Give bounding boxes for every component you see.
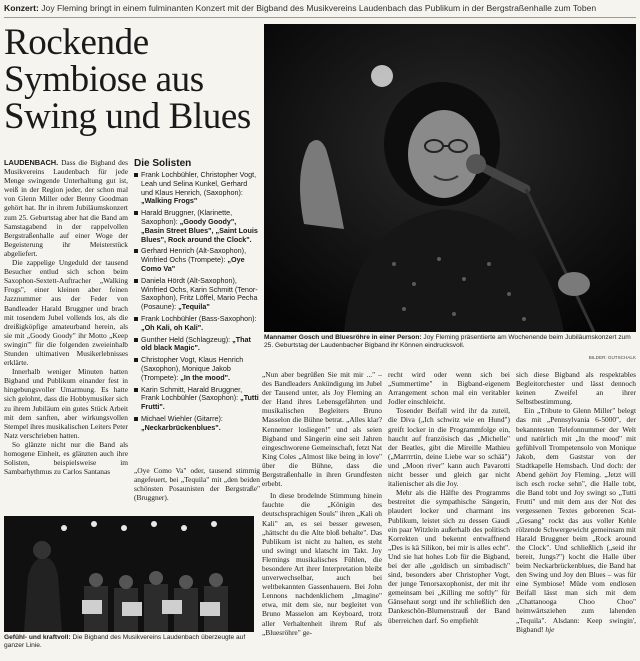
soloist-piece: „Oye Como Va" xyxy=(141,255,245,273)
caption-text: Die Bigband des Musikvereins Laudenbach überzeugte auf ganzer Linie. xyxy=(4,634,246,650)
paragraph: Innerhalb weniger Minuten hatten Bigband und Publikum einander fest in hingebungsvoller Umarmung. Es hatte sich gelohnt, dass die Hobbymusiker sich zu ihrem Jubiläum ein gutes Stück Arbeit mit dem sanften, aber wirkungsvollen Stempel ihres musikalischen Leiters Peter Natz verschrieben hatten. xyxy=(4,367,128,440)
dateline: LAUDENBACH. xyxy=(4,158,59,167)
paragraph: recht wird oder wenn sich bei „Summertime" in Bigband-eigenem Arrangement schon mal ein veritabler Jodler einschleicht. xyxy=(388,370,510,407)
soloist-item xyxy=(134,277,260,312)
soloist-piece: „That old black Magic". xyxy=(141,334,251,353)
soloist-item xyxy=(134,171,260,206)
soloist-names: Harald Bruggner, (Klarinette, Saxophon): xyxy=(141,208,233,226)
article-column-3 xyxy=(262,370,382,656)
paragraph xyxy=(4,158,128,258)
concert-photo-singer xyxy=(264,24,636,332)
soloist-item xyxy=(134,336,260,354)
paragraph: sich diese Bigband als respektables Begleitorchester und lässt dennoch keinen Zweifel an ihrer Selbstbestimmung. xyxy=(516,370,636,407)
concert-photo-bigband xyxy=(4,516,254,632)
kicker-rule xyxy=(4,17,636,18)
headline-line-3: Swing und Blues xyxy=(4,96,251,137)
photo-caption-bottom xyxy=(4,634,256,651)
paragraph: „Oye Como Va" oder, tausend stimmig angefeuert, bei „Tequila" mit „den beiden schönsten Posaunisten der Bergstraße" (Bruggner). xyxy=(134,466,260,503)
paragraph xyxy=(516,406,636,633)
soloist-names: Daniela Hördt (Alt-Saxophon), Winfried Ochs, Karin Schmitt (Tenor-Saxophon), Fritz Löffel, Mario Pecha (Posaune): xyxy=(141,275,258,312)
soloist-piece: „In the mood". xyxy=(180,372,231,382)
soloist-names: Christopher Vogt, Klaus Henrich (Saxophon), Monique Jakob (Trompete): xyxy=(141,355,244,382)
soloist-names: Michael Wiehler (Gitarre): xyxy=(141,413,223,423)
headline-line-1: Rockende xyxy=(4,22,149,63)
soloist-item xyxy=(134,386,260,412)
soloist-item xyxy=(134,356,260,382)
soloist-piece: „Tequila" xyxy=(178,302,210,312)
kicker-label: Konzert: xyxy=(4,3,39,13)
headline xyxy=(4,24,260,135)
soloist-names: Karin Schmitt, Harald Bruggner, Frank Lochbühler (Saxophon): xyxy=(141,384,243,403)
article-column-1 xyxy=(4,158,128,510)
article-column-2-tail xyxy=(134,466,260,512)
soloist-names: Gerhard Henrich (Alt-Saxophon), Winfried Ochs (Trompete): xyxy=(141,246,247,265)
soloist-piece: „Neckarbrückenblues". xyxy=(141,422,221,432)
soloist-item xyxy=(134,415,260,433)
caption-lead: Mannamer Gosch und Bluesröhre in einer Person: xyxy=(264,334,422,341)
paragraph: Die zappelige Ungeduld der tausend Besucher entlud sich schon beim Saxophon-Sextett-Auftracher „Walking Frogs", einer kleinen aber feinen Jazznummer aus der Feder von Bandleader Harald Bruggner und brach mit tosendem Jubel vollends los, als die dreißigköpfige amateurband herein, als sie mit „Goody Goody" ihr Motto „Keep swingin'" für die folgenden zweieinhalb Stunden ultimativen Musikerlebnisses erklärte. xyxy=(4,258,128,368)
kicker-text: Joy Fleming bringt in einem fulminanten Konzert mit der Bigband des Musikvereins Laudenbach das Publikum in der Bergstraßenhalle zum Toben xyxy=(41,3,597,13)
soloist-piece: „Tutti Frutti". xyxy=(141,393,259,412)
headline-line-2: Symbiose aus xyxy=(4,59,204,100)
singer-photo-illustration xyxy=(264,24,636,332)
kicker-line xyxy=(4,3,636,14)
paragraph-text: Ein „Tribute to Glenn Miller" belegt das mit „Pennsylvania 6-5000", der bekanntesten Telefonnummer der Welt und natürlich mit „In the mood" mit gefühlvoll Trompetensolo von Monique Jakob, dem Gaststar von der Stadtkapelle Hemsbach. Und doch: der Abend gehört Joy Fleming. „Jetzt will isch esch rocke sehn", die Halle tobt, die Band tobt und Joy swingt so „Tutti Frutti" und mit dem aus der Not des vergessenen Textes geborenen Scat-„Gesang" rockt das aus voller Kehle rölzende Schwergewicht gemeinsam mit Harald Bruggner beim „Rock around the Clock". Und schließlich („seid ihr bereit, Jungs?") kocht die Halle über beim Neckarbrückenblues, die Band hat den Swing und Joy den Blues – was für eine Symbiose! Müde vom endlosen Beifall lässt man sich mit dem „Chattanooga Choo Choo" heimwärtsziehen zum lahenden „Tequila". Alsdann: Keep swingin', Bigband! xyxy=(516,406,636,634)
soloist-names: Frank Lochbühler (Bass-Saxophon): xyxy=(141,313,257,323)
soloists-list xyxy=(134,171,260,433)
bigband-photo-illustration xyxy=(4,516,254,632)
soloist-names: Frank Lochbühler, Christopher Vogt, Leah und Selina Kunkel, Gerhard und Klaus Henrich, (Saxophon): xyxy=(141,170,257,197)
soloists-box xyxy=(134,158,260,458)
paragraph: Mehr als die Hälfte des Programms bestreitet die sympathische Sängerin, plaudert locker und charmant ins Publikum, leistet sich zu dessen Gaudi ein paar Witzlein außerhalb des politisch Korrekten und bekennt entwaffnend „Des is kä Silikon, bei mir is alles echt". Und sie hat hohes Lob für die Bigband, bei der alle „goldisch un simbadisch" sind, besonders aber Christopher Vogt, der junge Tenorsaxophonist, der mit ihr gemeinsam bei „Killing me softly" für Gänsehaut sorgt und ihr schließlich den Dankeschön-Blumenstrauß der Band überreichen darf. So empfiehlt xyxy=(388,488,510,625)
author-initials: hje xyxy=(545,624,555,634)
soloist-item xyxy=(134,247,260,273)
paragraph: In diese brodelnde Stimmung hinein fauchte die „Königin des deutschsprachigen Souls" ihren „Kali oh Kali" an, es sei besser gewesen, „hättscht du die Alte bloß behalte". Das Publikum ist nicht zu halten, es steht und swingt und klatscht im Takt. Joy Flemings musikalisches Fühlen, die besondere Art ihrer Interpretation bleibt unverwechselbar, auch bei weltbekannten Gassenhauern. Bei John Lennons nachdenklichem „Imagine" etwa, mit dem sie, nur begleitet von Bruno Masselon am Keyboard, trotz aller Verhaltenheit ihrem Ruf als „Bluesröhre" ge- xyxy=(262,491,382,637)
soloist-piece: „Walking Frogs" xyxy=(141,196,198,206)
soloist-names: Gunther Held (Schlagzeug): xyxy=(141,334,231,344)
paragraph-text: Dass die Bigband des Musikvereins Laudenbach für jede Menge swingende Unterhaltung gut ist, weiß in der Region jeder, der schon mal von Glenn Miller oder Benny Goodman gehört hat. Ihr in ihrem Jubiläumskonzert zum 25. Geburtstag aber hat die Band am Samstagabend in der rappelvollen Bergstraßenhalle auf einer Woge der Begeisterung ihr Meisterstück abgeliefert. xyxy=(4,158,128,258)
soloist-piece: „Goody Goody", „Basin Street Blues", „Saint Louis Blues", Rock around the Clock". xyxy=(141,216,258,244)
caption-lead: Gefühl- und kraftvoll: xyxy=(4,634,71,641)
caption-text: Joy Fleming präsentierte am Wochenende beim Jubiläumskonzert zum 25. Geburtstag der Laudenbacher Bigband ihr Können eindrucksvoll. xyxy=(264,334,631,350)
soloist-item xyxy=(134,209,260,244)
paragraph: „Nun aber begrüßen Sie mit mir ..." – des Bandleaders Ankündigung im Jubel der Tausend unter, als Joy Fleming an der Hand ihres Lebensgefährten und musikalischen Begleiters Bruno Masselon die Bühne betrat. „Alles klar? Kennemer losliegen!" und als seien Bigband und Sängerin eine seit Jahren eingeschworene Gemeinschaft, fetzt Nat King Coles „Almost like being in love" über die Bühne, dass die Bergstraßenhalle in ihren Grundfesten erbebt. xyxy=(262,370,382,489)
soloists-title: Die Solisten xyxy=(134,158,192,169)
photo-caption-top xyxy=(264,334,636,351)
soloist-item xyxy=(134,315,260,333)
soloist-piece: „Oh Kali, oh Kali". xyxy=(141,322,204,332)
article-column-5 xyxy=(516,370,636,656)
article-column-4 xyxy=(388,370,510,656)
paragraph: So glänzte nicht nur die Band als homogene Einheit, es glänzten auch ihre Solisten, beispielsweise im Sambarhythmus zu Carlos Santanas xyxy=(4,439,128,477)
paragraph: Tosender Beifall wird ihr da zuteil, die Diva („Ich schwitz wie en Hund") greift locker in die Programmfolge ein, haucht auf französisch das „Michelle" der Beatles, gibt die Mireille Mathieu („Marrrrtin, deine Liebe war so schää") und „Moon river" kann auch Pavarotti nicht besser und gleich gar nicht italienischer als die Joy. xyxy=(388,406,510,489)
photo-credit: BILDER: GUTSCHALK xyxy=(588,355,636,360)
